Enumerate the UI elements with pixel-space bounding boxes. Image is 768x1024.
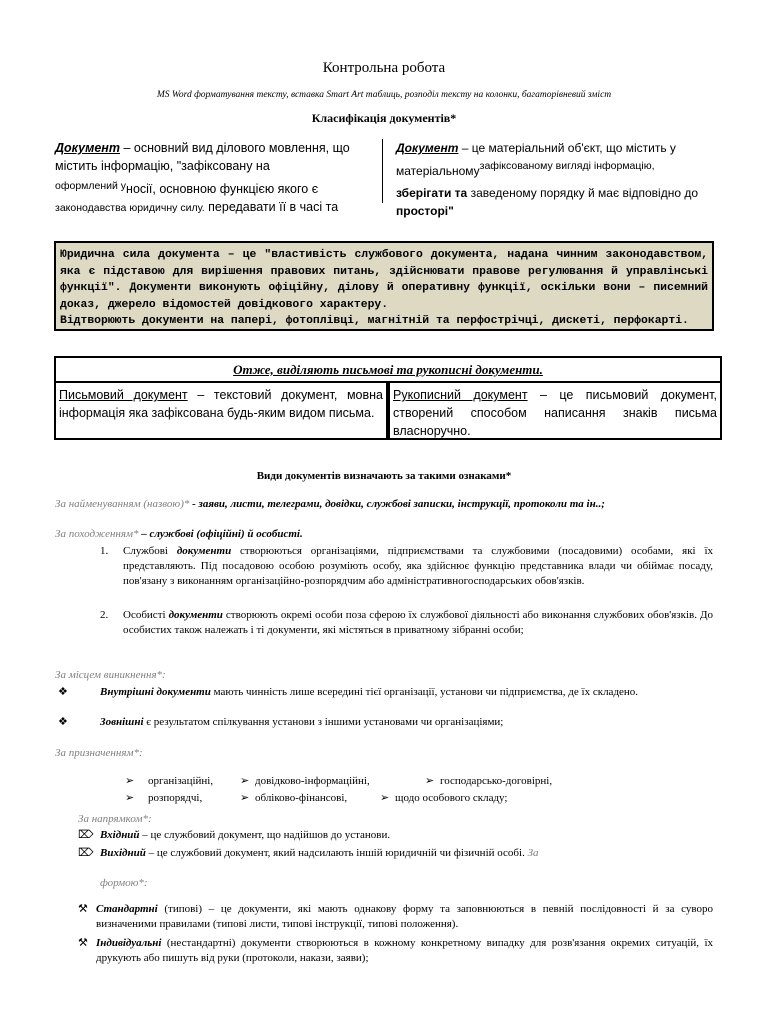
by-form-label: формою*:: [100, 877, 148, 889]
hammer-pick-icon: ⚒: [78, 903, 88, 915]
purpose-personnel: щодо особового складу;: [395, 792, 508, 804]
arrow-bullet-icon: ➢: [125, 775, 135, 787]
column-divider: [382, 139, 383, 203]
by-name-line: За найменуванням (назвою)* - заяви, листи, телеграми, довідки, службові записки, інструкції, протоколи та ін..;: [55, 498, 605, 510]
table-cell-written: Письмовий документ – текстовий документ, мовна інформація яка зафіксована будь-яким видом письма.: [59, 388, 383, 420]
right-definition: Документ – це матеріальний об'єкт, що містить у матеріальномузафіксованому вигляді інформацію, зберігати та заведеному порядку й має відповідно до просторі": [396, 141, 699, 218]
place-item-internal: Внутрішні документи мають чинність лише всередині тієї організації, установи чи підприємства, де їх складено.: [100, 686, 639, 698]
document-types-table: [54, 356, 722, 440]
by-place-label: За місцем виникнення*:: [55, 669, 166, 681]
classification-heading: Класифікація документів*: [311, 111, 457, 125]
document-subtitle: MS Word форматування тексту, вставка Smart Art таблиць, розподіл тексту на колонки, багаторівневий зміст: [156, 90, 612, 100]
arrow-bullet-icon: ➢: [240, 775, 250, 787]
purpose-reference-info: довідково-інформаційні,: [255, 775, 370, 787]
purpose-administrative: розпорядчі,: [148, 792, 203, 804]
left-definition: Документ – основний вид ділового мовлення, що містить інформацію, "зафіксовану на $^{оформлений у}$носії, основною функцією якого є законодавства юридичну силу. передавати її в часі та: [55, 141, 350, 214]
purpose-accounting-financial: обліково-фінансові,: [255, 792, 348, 804]
left-term: Документ: [55, 141, 120, 155]
purpose-business-contract: господарсько-договірні,: [440, 775, 553, 787]
document-title: Контрольна робота: [322, 60, 446, 76]
by-origin-line: За походженням* – службові (офіційні) й особисті.: [55, 528, 303, 540]
delete-key-icon: ⌦: [78, 847, 94, 859]
diamond-bullet-icon: ❖: [58, 686, 68, 698]
arrow-bullet-icon: ➢: [240, 792, 250, 804]
by-direction-label: За напрямком*:: [78, 813, 152, 825]
origin-item-number-1: 1.: [100, 545, 109, 557]
table-cell-handwritten: Рукописний документ – це письмовий документ, створений способом написання знаків письма власноручно.: [393, 388, 717, 438]
direction-incoming: Вхідний – це службовий документ, що надійшов до установи.: [100, 829, 391, 841]
hammer-pick-icon: ⚒: [78, 937, 88, 949]
origin-item-number-2: 2.: [100, 609, 109, 621]
form-individual: Індивідуальні (нестандартні) документи створюються в кожному конкретному випадку для розв'язання окремих ситуацій, їх друкують або пишуть від руки (протоколи, накази, заяви);: [96, 937, 713, 964]
types-heading: Види документів визначають за такими ознаками*: [256, 470, 512, 482]
origin-item-2: Особисті документи створюють окремі особи поза сферою їх службової діяльності або виконання службових обов'язків. До особистих також належать і ті документи, які містяться в приватному зібранні особи;: [123, 609, 713, 636]
table-heading: Отже, виділяють письмові та рукописні документи.: [56, 358, 720, 383]
delete-key-icon: ⌦: [78, 829, 94, 841]
purpose-organizational: організаційні,: [148, 775, 214, 787]
diamond-bullet-icon: ❖: [58, 716, 68, 728]
arrow-bullet-icon: ➢: [380, 792, 390, 804]
legal-force-box: [54, 241, 714, 331]
origin-item-1: Службові документи створюються організаціями, підприємствами та службовими (посадовими) особами, які їх представляють. Під посадовою особою розуміють особу, яка здійснює функцію представника влади чи обіймає посаду, пов'язану з виконанням організаційно-розпорядчим або адміністративногосподарських обов'язків.: [123, 545, 714, 587]
right-term: Документ: [396, 141, 459, 155]
direction-outgoing: Вихідний – це службовий документ, який надсилають іншій юридичній чи фізичній особі. За: [100, 847, 539, 859]
arrow-bullet-icon: ➢: [125, 792, 135, 804]
reproduction-paragraph: Відтворюють документи на папері, фотоплівці, магнітній та перфострічці, дискеті, перфокарті.: [60, 315, 689, 327]
by-purpose-label: За призначенням*:: [55, 747, 143, 759]
place-item-external: Зовнішні є результатом спілкування установи з іншими установами чи організаціями;: [100, 716, 504, 728]
arrow-bullet-icon: ➢: [425, 775, 435, 787]
legal-force-paragraph: Юридична сила документа – це "властивість службового документа, надана чинним законодавством, яка є підставою для вирішення правових питань, здійснювати правове регулювання й управлінські функції". Документи виконують офіційну, ділову й оперативну функції, оскільки вони – писемний доказ, джерело відомостей довідкового характеру.: [60, 249, 708, 311]
form-standard: Стандартні (типові) – це документи, які мають однакову форму та заповнюються в певній послідовності й за суворо визначеними правилами (типові листи, типові інструкції, типові положення).: [96, 903, 713, 930]
